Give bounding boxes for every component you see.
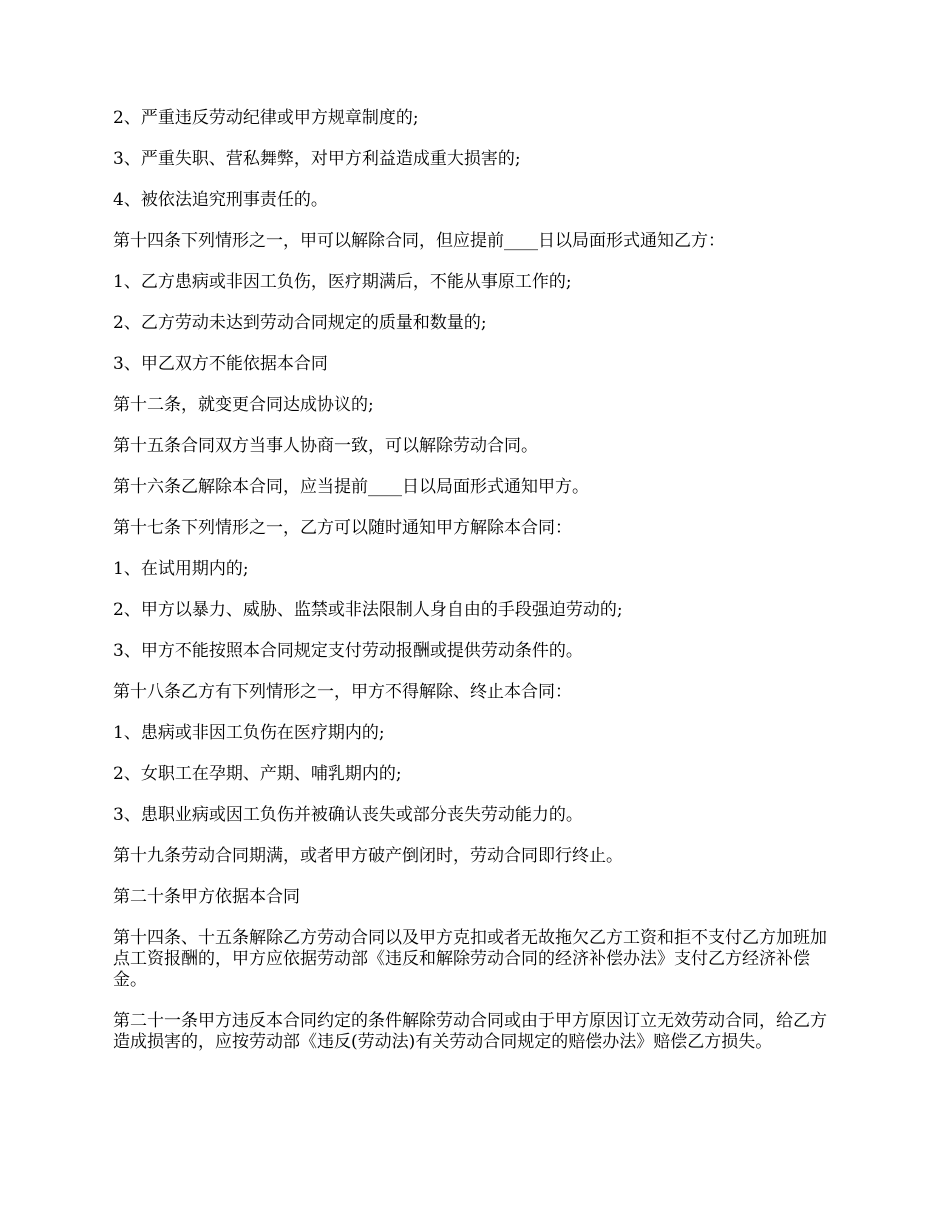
- paragraph-3: 4、被依法追究刑事责任的。: [113, 190, 328, 210]
- paragraph-10: 第十六条乙解除本合同，应当提前____日以局面形式通知甲方。: [113, 477, 589, 497]
- paragraph-5: 1、乙方患病或非因工负伤，医疗期满后，不能从事原工作的;: [113, 272, 572, 292]
- paragraph-1: 2、严重违反劳动纪律或甲方规章制度的;: [113, 108, 419, 128]
- paragraph-13: 2、甲方以暴力、威胁、监禁或非法限制人身自由的手段强迫劳动的;: [113, 600, 623, 620]
- paragraph-12: 1、在试用期内的;: [113, 559, 249, 579]
- paragraph-16: 1、患病或非因工负伤在医疗期内的;: [113, 723, 385, 743]
- paragraph-6: 2、乙方劳动未达到劳动合同规定的质量和数量的;: [113, 313, 487, 333]
- paragraph-7: 3、甲乙双方不能依据本合同: [113, 354, 328, 374]
- paragraph-15: 第十八条乙方有下列情形之一，甲方不得解除、终止本合同：: [113, 682, 572, 702]
- paragraph-14: 3、甲方不能按照本合同规定支付劳动报酬或提供劳动条件的。: [113, 641, 583, 661]
- paragraph-19: 第十九条劳动合同期满，或者甲方破产倒闭时，劳动合同即行终止。: [113, 846, 623, 866]
- paragraph-9: 第十五条合同双方当事人协商一致，可以解除劳动合同。: [113, 436, 538, 456]
- document-body: [113, 108, 840, 1073]
- paragraph-17: 2、女职工在孕期、产期、哺乳期内的;: [113, 764, 402, 784]
- paragraph-4: 第十四条下列情形之一，甲可以解除合同，但应提前____日以局面形式通知乙方：: [113, 231, 725, 251]
- paragraph-21: 第十四条、十五条解除乙方劳动合同以及甲方克扣或者无故拖欠乙方工资和拒不支付乙方加班加点工资报酬的，甲方应依据劳动部《违反和解除劳动合同的经济补偿办法》支付乙方经济补偿金。: [113, 928, 827, 990]
- paragraph-22: 第二十一条甲方违反本合同约定的条件解除劳动合同或由于甲方原因订立无效劳动合同，给乙方造成损害的，应按劳动部《违反(劳动法)有关劳动合同规定的赔偿办法》赔偿乙方损失。: [113, 1011, 827, 1052]
- paragraph-2: 3、严重失职、营私舞弊，对甲方利益造成重大损害的;: [113, 149, 521, 169]
- paragraph-8: 第十二条，就变更合同达成协议的;: [113, 395, 374, 415]
- paragraph-11: 第十七条下列情形之一，乙方可以随时通知甲方解除本合同：: [113, 518, 572, 538]
- paragraph-18: 3、患职业病或因工负伤并被确认丧失或部分丧失劳动能力的。: [113, 805, 583, 825]
- paragraph-20: 第二十条甲方依据本合同: [113, 887, 300, 907]
